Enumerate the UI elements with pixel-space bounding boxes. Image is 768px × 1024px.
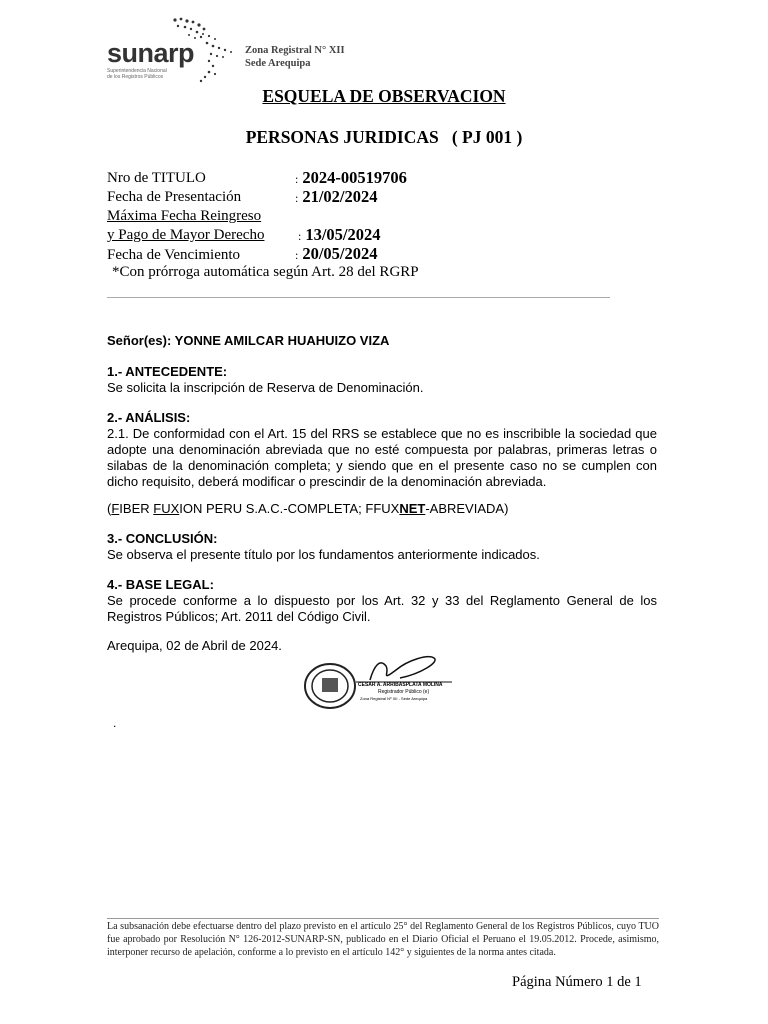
titulo-value: 2024-00519706	[302, 168, 407, 187]
conclusion-heading: 3.- CONCLUSIÓN:	[107, 531, 218, 546]
sede-name: Sede Arequipa	[245, 58, 311, 69]
page-number: Página Número 1 de 1	[512, 974, 642, 990]
base-legal-heading: 4.- BASE LEGAL:	[107, 577, 214, 592]
stamp-role: Registrador Público (e)	[378, 689, 430, 695]
analisis-heading: 2.- ANÁLISIS:	[107, 410, 191, 425]
document-title: ESQUELA DE OBSERVACION	[262, 86, 506, 106]
prorroga-note: *Con prórroga automática según Art. 28 del RGRP	[112, 264, 419, 280]
reingreso-label-line2: y Pago de Mayor Derecho	[107, 227, 265, 243]
colon: :	[295, 191, 299, 205]
presentacion-value: 21/02/2024	[302, 187, 378, 206]
reingreso-label-line1: Máxima Fecha Reingreso	[107, 208, 262, 224]
stray-dot: .	[113, 716, 117, 730]
reingreso-value: 13/05/2024	[305, 225, 381, 244]
titulo-label: Nro de TITULO	[107, 170, 206, 186]
analisis-text: 2.1. De conformidad con el Art. 15 del RRS se establece que no es inscribible la sociedad que adopte una denominación abreviada que no esté compuesta por palabras, primeras letras o silabas de la denominación completa; y siendo que en el presente caso no se cumplen con dicho requisito, deberá modificar o prescindir de la denominación abreviada.	[107, 426, 657, 489]
colon: :	[295, 172, 299, 186]
colon: :	[295, 248, 299, 262]
vencimiento-row	[295, 244, 378, 264]
titulo-row	[295, 168, 407, 188]
stamp-zone: Zona Registral Nº XII - Sede Arequipa	[360, 696, 428, 701]
presentacion-row	[295, 187, 378, 207]
logo-subtitle-line1: Superintendencia Nacional	[107, 68, 167, 74]
conclusion-text: Se observa el presente título por los fundamentos anteriormente indicados.	[107, 547, 540, 562]
vencimiento-label: Fecha de Vencimiento	[107, 247, 241, 263]
document-subtitle: PERSONAS JURIDICAS ( PJ 001 )	[245, 127, 523, 147]
divider	[107, 297, 610, 298]
presentacion-label: Fecha de Presentación	[107, 189, 242, 205]
place-date: Arequipa, 02 de Abril de 2024.	[107, 638, 282, 653]
logo-subtitle-line2: de los Registros Públicos	[107, 74, 164, 80]
footer-note: La subsanación debe efectuarse dentro del plazo previsto en el artículo 25° del Reglamento General de los Registros Públicos, cuyo TUO fue aprobado por Resolución N° 126-2012-SUNARP-SN, publicado en el Diario Oficial el Peruano el 19.05.2012. Procede, asimismo, interponer recurso de apelación, conforme a lo previsto en el artículo 142° y siguientes de la norma antes citada.	[107, 921, 659, 958]
addressee: Señor(es): YONNE AMILCAR HUAHUIZO VIZA	[107, 333, 390, 348]
footer-divider	[107, 918, 659, 919]
antecedente-heading: 1.- ANTECEDENTE:	[107, 364, 228, 379]
colon: :	[298, 229, 302, 243]
stamp-name: CESAR A. ARRIBASPLATA MOLINA	[358, 682, 443, 688]
antecedente-text: Se solicita la inscripción de Reserva de Denominación.	[107, 380, 424, 395]
base-legal-text: Se procede conforme a lo dispuesto por los Art. 32 y 33 del Reglamento General de los Registros Públicos; Art. 2011 del Código Civil.	[107, 593, 657, 624]
reingreso-row	[298, 225, 381, 245]
zona-registral: Zona Registral N° XII	[245, 45, 345, 56]
analisis-denominations: (FIBER FUXION PERU S.A.C.-COMPLETA; FFUXNET-ABREVIADA)	[107, 501, 509, 516]
logo-wordmark: sunarp	[107, 38, 195, 68]
vencimiento-value: 20/05/2024	[302, 244, 378, 263]
